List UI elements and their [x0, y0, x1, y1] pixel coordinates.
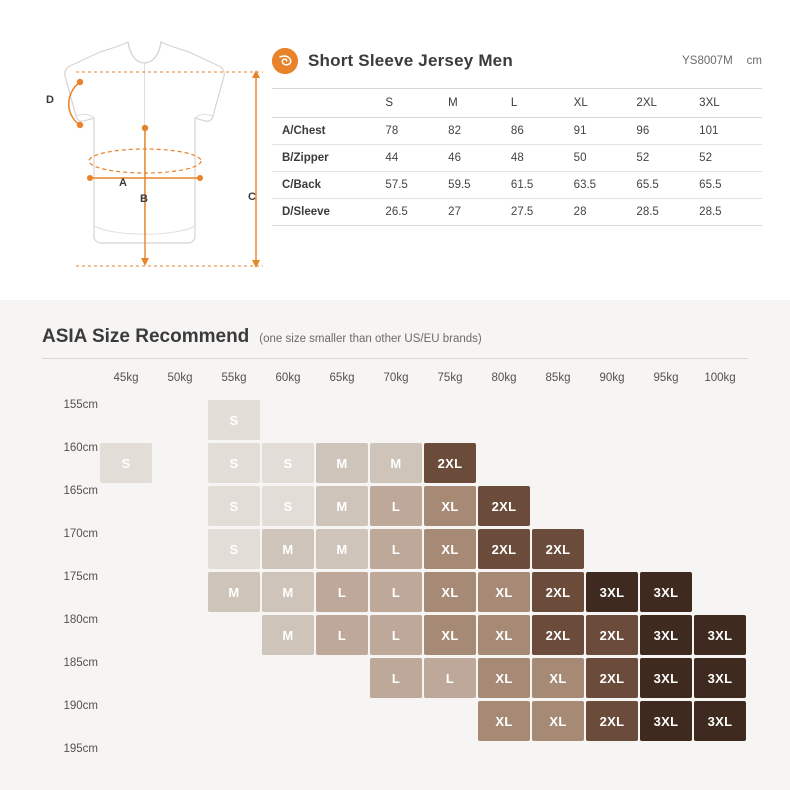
- divider: [42, 358, 748, 359]
- weight-axis-label: 50kg: [167, 372, 193, 384]
- size-cell-l: L: [370, 486, 422, 526]
- cell-chest-s: 78: [385, 118, 448, 145]
- height-axis-label: 170cm: [63, 528, 98, 540]
- size-cell-xl: XL: [532, 701, 584, 741]
- size-cell-xl: XL: [424, 615, 476, 655]
- size-cell-xl: XL: [424, 486, 476, 526]
- size-cell-2xl: 2XL: [424, 443, 476, 483]
- asia-heading: [42, 326, 482, 348]
- size-cell-2xl: 2XL: [478, 529, 530, 569]
- spec-table-panel: [272, 48, 762, 226]
- size-cell-m: M: [262, 572, 314, 612]
- measurement-unit: cm: [746, 55, 762, 67]
- size-cell-3xl: 3XL: [640, 658, 692, 698]
- size-cell-3xl: 3XL: [640, 615, 692, 655]
- col-head-l: L: [511, 89, 574, 118]
- cell-back-xl: 63.5: [574, 172, 637, 199]
- height-axis-label: 155cm: [63, 399, 98, 411]
- weight-axis-label: 70kg: [383, 372, 409, 384]
- cell-back-l: 61.5: [511, 172, 574, 199]
- size-cell-l: L: [316, 572, 368, 612]
- cell-sleeve-3xl: 28.5: [699, 199, 762, 226]
- product-measurement-section: [0, 0, 790, 290]
- diagram-label-d: D: [46, 94, 54, 106]
- cell-zipper-2xl: 52: [636, 145, 699, 172]
- height-axis-label: 160cm: [63, 442, 98, 454]
- col-head-3xl: 3XL: [699, 89, 762, 118]
- height-axis-label: 175cm: [63, 571, 98, 583]
- height-axis-label: 195cm: [63, 743, 98, 755]
- size-cell-s: S: [208, 400, 260, 440]
- diagram-label-a: A: [119, 177, 127, 189]
- row-label-zipper: B/Zipper: [272, 145, 385, 172]
- size-cell-xl: XL: [478, 701, 530, 741]
- size-cell-l: L: [370, 658, 422, 698]
- asia-size-recommend-section: [0, 300, 790, 790]
- size-cell-2xl: 2XL: [586, 615, 638, 655]
- cell-zipper-xl: 50: [574, 145, 637, 172]
- row-label-sleeve: D/Sleeve: [272, 199, 385, 226]
- row-label-chest: A/Chest: [272, 118, 385, 145]
- weight-axis-label: 85kg: [545, 372, 571, 384]
- size-cell-s: S: [262, 486, 314, 526]
- cell-back-3xl: 65.5: [699, 172, 762, 199]
- size-cell-3xl: 3XL: [694, 615, 746, 655]
- cell-sleeve-xl: 28: [574, 199, 637, 226]
- cell-chest-l: 86: [511, 118, 574, 145]
- weight-axis-label: 55kg: [221, 372, 247, 384]
- weight-axis-label: 95kg: [653, 372, 679, 384]
- cell-zipper-3xl: 52: [699, 145, 762, 172]
- size-cell-3xl: 3XL: [694, 701, 746, 741]
- table-row: [272, 118, 762, 145]
- cell-zipper-m: 46: [448, 145, 511, 172]
- weight-axis-label: 90kg: [599, 372, 625, 384]
- size-cell-xl: XL: [424, 572, 476, 612]
- size-recommendation-grid: [42, 366, 748, 776]
- weight-axis-label: 100kg: [704, 372, 736, 384]
- cell-sleeve-s: 26.5: [385, 199, 448, 226]
- size-cell-xl: XL: [478, 658, 530, 698]
- size-cell-m: M: [316, 443, 368, 483]
- cell-back-s: 57.5: [385, 172, 448, 199]
- spec-table-header: [272, 48, 762, 88]
- size-cell-3xl: 3XL: [640, 701, 692, 741]
- table-row: [272, 172, 762, 199]
- size-cell-l: L: [424, 658, 476, 698]
- cell-chest-xl: 91: [574, 118, 637, 145]
- height-axis-label: 185cm: [63, 657, 98, 669]
- size-cell-m: M: [370, 443, 422, 483]
- weight-axis-label: 75kg: [437, 372, 463, 384]
- cell-back-2xl: 65.5: [636, 172, 699, 199]
- cell-chest-3xl: 101: [699, 118, 762, 145]
- size-cell-2xl: 2XL: [532, 615, 584, 655]
- size-cell-xl: XL: [532, 658, 584, 698]
- size-cell-2xl: 2XL: [586, 701, 638, 741]
- product-code: YS8007M: [682, 55, 733, 67]
- size-cell-m: M: [208, 572, 260, 612]
- weight-axis-label: 45kg: [113, 372, 139, 384]
- diagram-label-c: C: [248, 191, 256, 203]
- cell-zipper-s: 44: [385, 145, 448, 172]
- size-cell-3xl: 3XL: [694, 658, 746, 698]
- col-head-2xl: 2XL: [636, 89, 699, 118]
- size-cell-2xl: 2XL: [532, 529, 584, 569]
- table-row: [272, 145, 762, 172]
- size-cell-s: S: [262, 443, 314, 483]
- cell-chest-m: 82: [448, 118, 511, 145]
- col-head-xl: XL: [574, 89, 637, 118]
- height-axis-label: 165cm: [63, 485, 98, 497]
- measurement-table: [272, 88, 762, 226]
- table-row: [272, 199, 762, 226]
- size-cell-2xl: 2XL: [586, 658, 638, 698]
- size-cell-s: S: [208, 486, 260, 526]
- size-cell-l: L: [316, 615, 368, 655]
- weight-axis-label: 65kg: [329, 372, 355, 384]
- size-cell-xl: XL: [424, 529, 476, 569]
- height-axis-label: 190cm: [63, 700, 98, 712]
- size-cell-3xl: 3XL: [640, 572, 692, 612]
- size-cell-s: S: [208, 443, 260, 483]
- size-cell-l: L: [370, 615, 422, 655]
- cell-sleeve-2xl: 28.5: [636, 199, 699, 226]
- size-cell-2xl: 2XL: [532, 572, 584, 612]
- weight-axis-label: 60kg: [275, 372, 301, 384]
- col-head-m: M: [448, 89, 511, 118]
- product-title: Short Sleeve Jersey Men: [308, 51, 513, 70]
- asia-title: ASIA Size Recommend: [42, 326, 250, 347]
- col-head-0: [272, 89, 385, 118]
- size-cell-l: L: [370, 572, 422, 612]
- size-cell-xl: XL: [478, 615, 530, 655]
- cell-chest-2xl: 96: [636, 118, 699, 145]
- row-label-back: C/Back: [272, 172, 385, 199]
- cell-sleeve-l: 27.5: [511, 199, 574, 226]
- table-header-row: [272, 89, 762, 118]
- asia-subtitle: (one size smaller than other US/EU brands): [259, 333, 482, 345]
- cell-back-m: 59.5: [448, 172, 511, 199]
- brand-logo-icon: [272, 48, 298, 74]
- size-cell-m: M: [316, 529, 368, 569]
- size-cell-xl: XL: [478, 572, 530, 612]
- diagram-label-b: B: [140, 193, 148, 205]
- weight-axis-label: 80kg: [491, 372, 517, 384]
- cell-zipper-l: 48: [511, 145, 574, 172]
- size-cell-3xl: 3XL: [586, 572, 638, 612]
- size-cell-l: L: [370, 529, 422, 569]
- size-cell-s: S: [100, 443, 152, 483]
- height-axis-label: 180cm: [63, 614, 98, 626]
- size-cell-2xl: 2XL: [478, 486, 530, 526]
- measurement-table-body: [272, 118, 762, 226]
- jersey-diagram: [20, 30, 270, 270]
- size-cell-m: M: [262, 615, 314, 655]
- cell-sleeve-m: 27: [448, 199, 511, 226]
- col-head-s: S: [385, 89, 448, 118]
- size-cell-m: M: [262, 529, 314, 569]
- size-cell-s: S: [208, 529, 260, 569]
- size-cell-m: M: [316, 486, 368, 526]
